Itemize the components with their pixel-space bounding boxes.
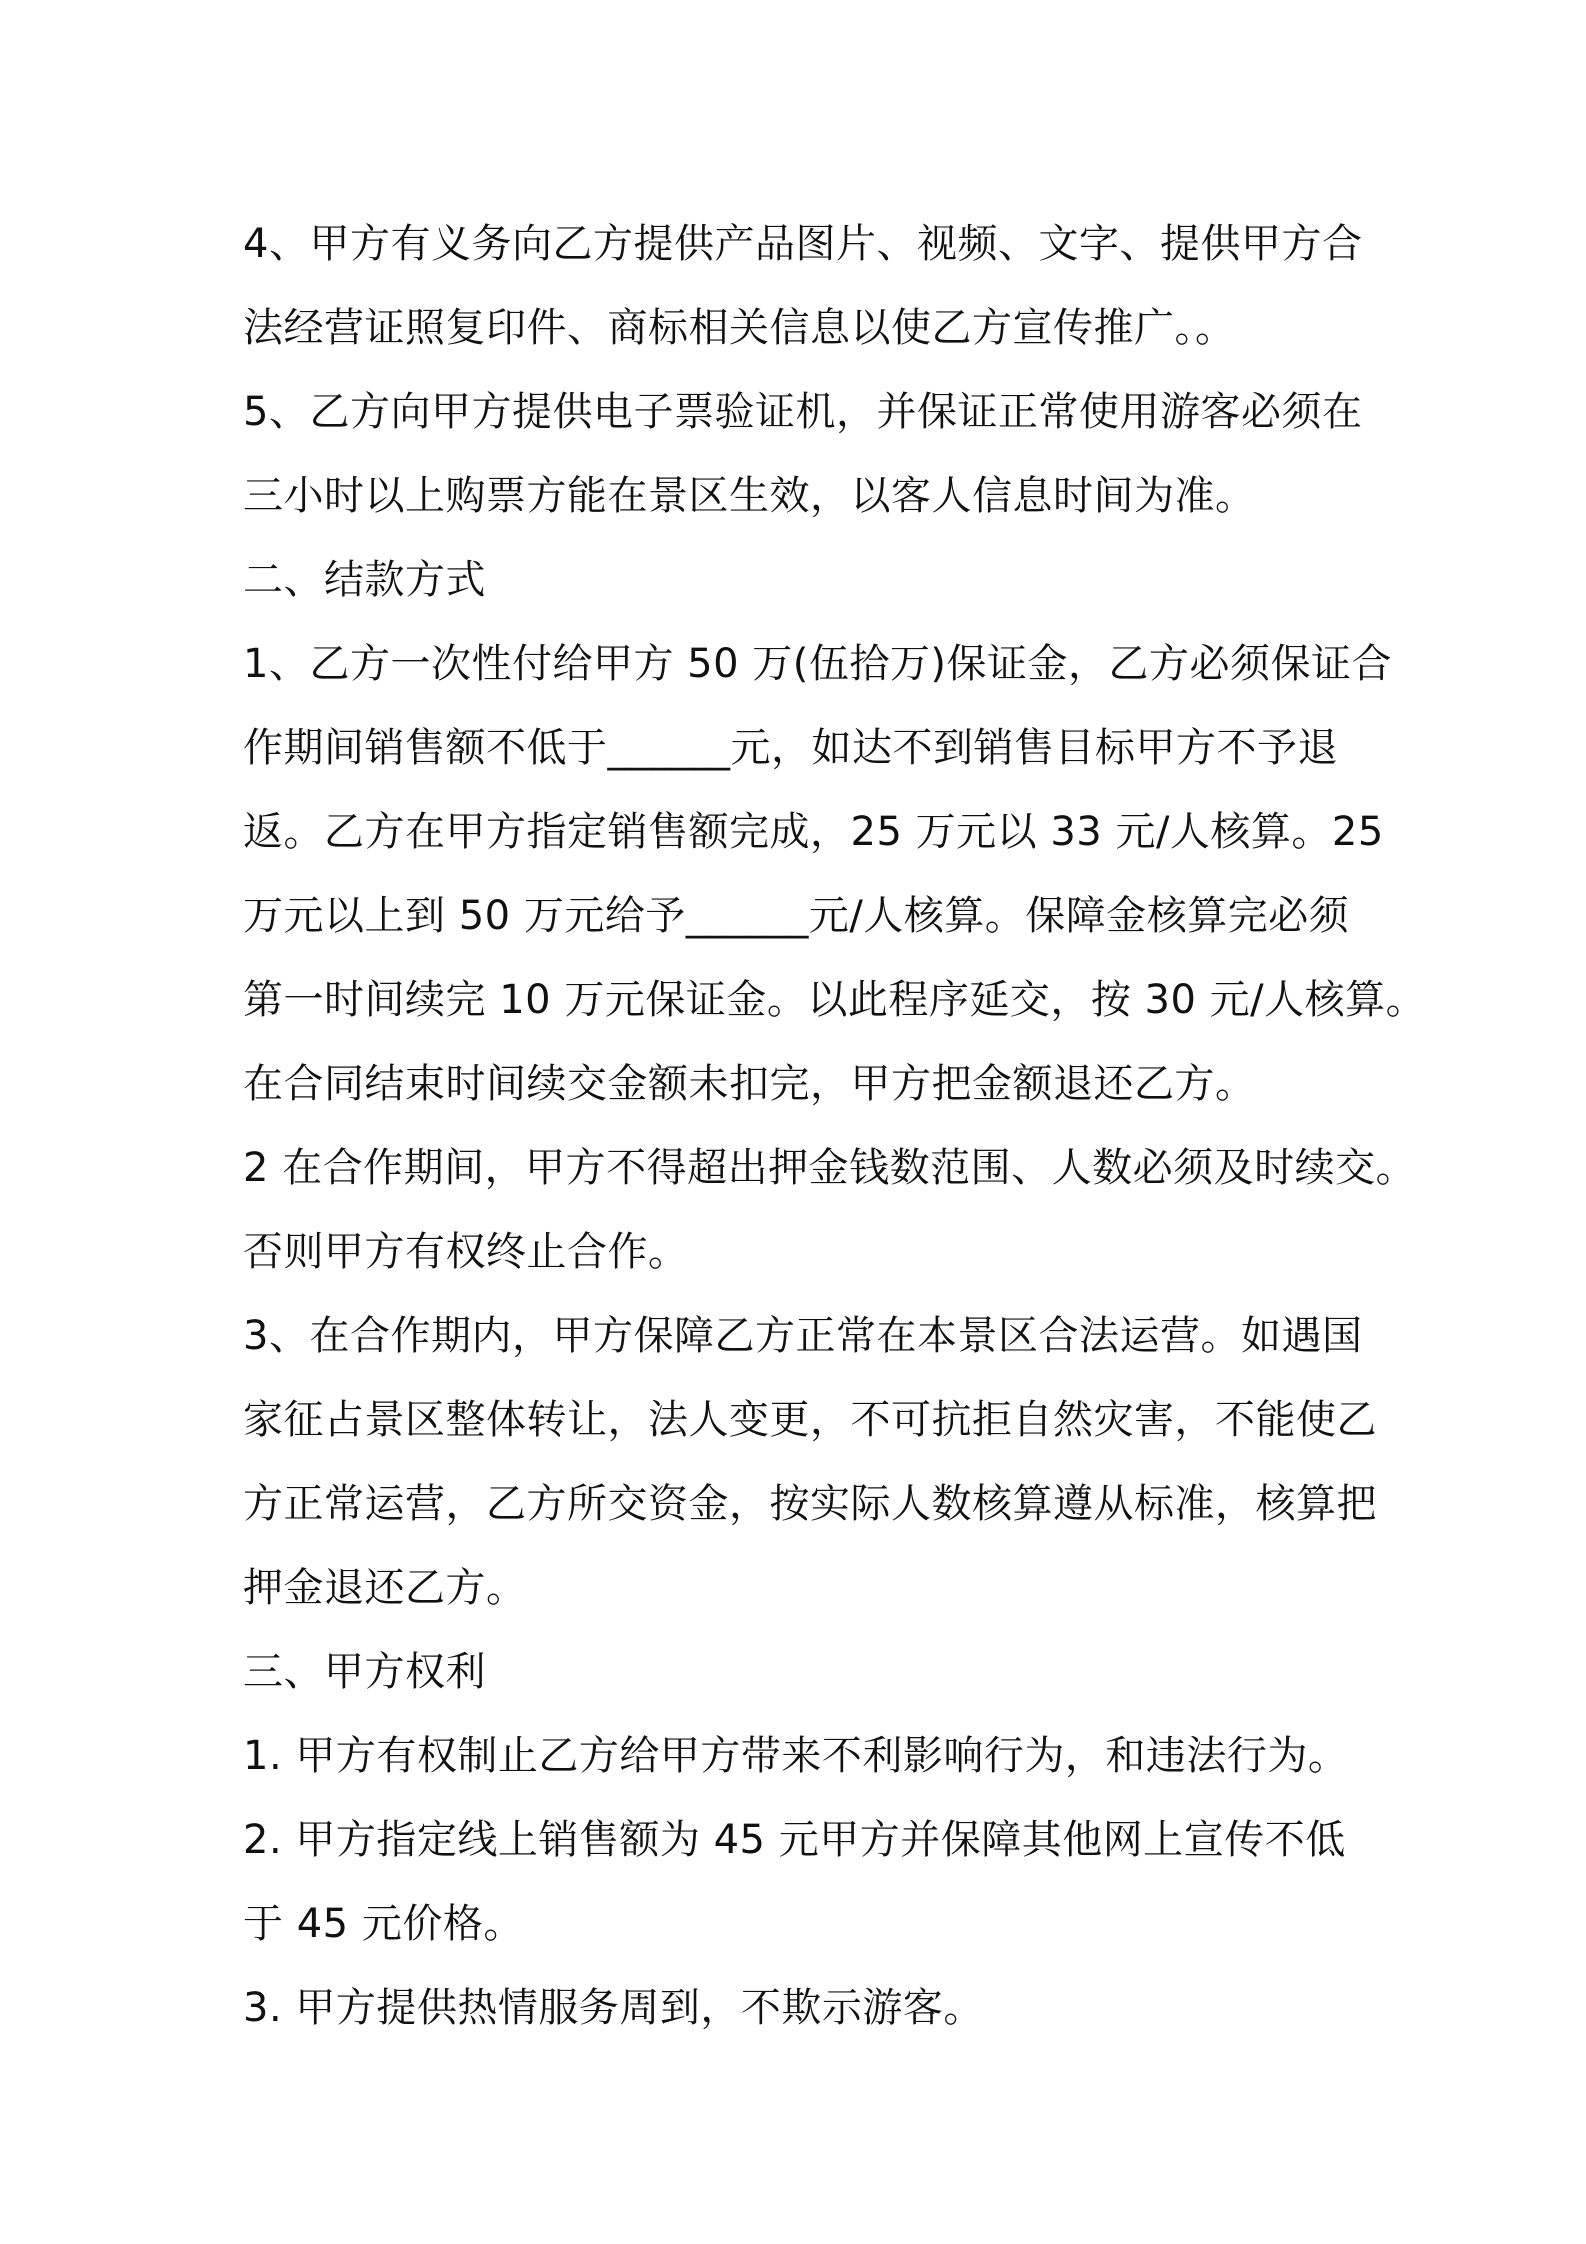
payment-clause-1-line-3: 返。乙方在甲方指定销售额完成，25 万元以 33 元/人核算。25 bbox=[243, 809, 1384, 855]
paragraph-4-line-1: 4、甲方有义务向乙方提供产品图片、视频、文字、提供甲方合 bbox=[243, 221, 1363, 267]
rights-clause-3: 3. 甲方提供热情服务周到，不欺示游客。 bbox=[243, 1985, 984, 2031]
section-heading-payment: 二、结款方式 bbox=[243, 557, 486, 603]
payment-clause-1-line-5: 第一时间续完 10 万元保证金。以此程序延交，按 30 元/人核算。 bbox=[243, 977, 1427, 1023]
payment-clause-1-line-6: 在合同结束时间续交金额未扣完，甲方把金额退还乙方。 bbox=[243, 1061, 1256, 1107]
section-heading-party-a-rights: 三、甲方权利 bbox=[243, 1649, 486, 1695]
payment-clause-1-line-2: 作期间销售额不低于______元，如达不到销售目标甲方不予退 bbox=[243, 725, 1338, 771]
rights-clause-1: 1. 甲方有权制止乙方给甲方带来不利影响行为，和违法行为。 bbox=[243, 1733, 1349, 1779]
rights-clause-2-line-2: 于 45 元价格。 bbox=[243, 1901, 524, 1947]
payment-clause-1-line-4: 万元以上到 50 万元给予______元/人核算。保障金核算完必须 bbox=[243, 893, 1350, 939]
payment-clause-3-line-3: 方正常运营，乙方所交资金，按实际人数核算遵从标准，核算把 bbox=[243, 1481, 1377, 1527]
payment-clause-2-line-2: 否则甲方有权终止合作。 bbox=[243, 1229, 689, 1275]
payment-clause-1-line-1: 1、乙方一次性付给甲方 50 万(伍拾万)保证金，乙方必须保证合 bbox=[243, 641, 1392, 687]
payment-clause-2-line-1: 2 在合作期间，甲方不得超出押金钱数范围、人数必须及时续交。 bbox=[243, 1145, 1417, 1191]
payment-clause-3-line-4: 押金退还乙方。 bbox=[243, 1565, 527, 1611]
rights-clause-2-line-1: 2. 甲方指定线上销售额为 45 元甲方并保障其他网上宣传不低 bbox=[243, 1817, 1346, 1863]
payment-clause-3-line-2: 家征占景区整体转让，法人变更，不可抗拒自然灾害，不能使乙 bbox=[243, 1397, 1377, 1443]
paragraph-5-line-1: 5、乙方向甲方提供电子票验证机，并保证正常使用游客必须在 bbox=[243, 389, 1363, 435]
paragraph-5-line-2: 三小时以上购票方能在景区生效，以客人信息时间为准。 bbox=[243, 473, 1256, 519]
paragraph-4-line-2: 法经营证照复印件、商标相关信息以使乙方宣传推广。。 bbox=[243, 305, 1236, 351]
document-body bbox=[243, 202, 1427, 2050]
payment-clause-3-line-1: 3、在合作期内，甲方保障乙方正常在本景区合法运营。如遇国 bbox=[243, 1313, 1363, 1359]
